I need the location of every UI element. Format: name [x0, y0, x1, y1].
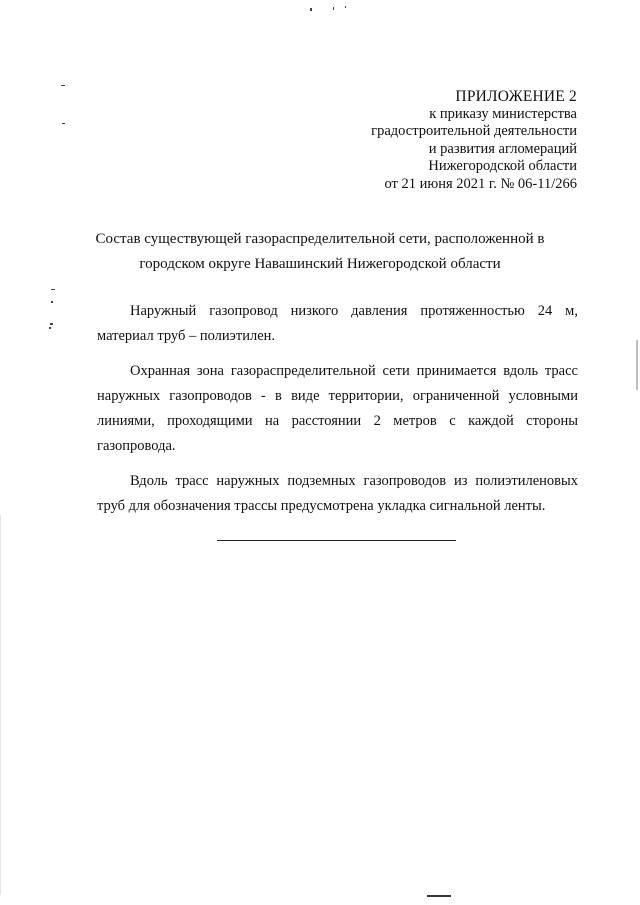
scan-speck	[333, 7, 334, 10]
scan-speck	[51, 301, 53, 303]
appendix-line: и развития агломераций	[428, 140, 577, 157]
scan-speck	[62, 123, 65, 124]
title-line: городском округе Навашинский Нижегородской области	[139, 256, 501, 272]
scan-speck	[310, 8, 312, 11]
appendix-line: к приказу министерства	[429, 105, 577, 122]
appendix-header	[371, 88, 577, 194]
document-body	[97, 299, 578, 519]
paragraph-signal-tape: Вдоль трасс наружных подземных газопроводов из полиэтиленовых труб для обозначения трассы предусмотрена укладка сигнальной ленты.	[97, 473, 578, 514]
scan-speck	[51, 289, 55, 290]
scan-speck	[49, 327, 51, 329]
closing-rule	[217, 540, 456, 541]
appendix-order-date: от 21 июня 2021 г. № 06-11/266	[384, 175, 577, 192]
scan-speck	[61, 85, 65, 86]
bottom-mark	[427, 895, 451, 897]
scan-speck	[50, 323, 53, 325]
paragraph-protection-zone: Охранная зона газораспределительной сети принимается вдоль трасс наружных газопроводов - в виде территории, ограниченной условными линиями, проходящими на расстоянии 2 метров с каждой стороны газопровода.	[97, 363, 578, 454]
scan-speck	[345, 6, 346, 8]
document-title	[0, 227, 640, 277]
title-line: Состав существующей газораспределительной сети, расположенной в	[95, 231, 545, 247]
appendix-line: градостроительной деятельности	[371, 123, 577, 140]
scan-edge-line	[0, 515, 1, 895]
appendix-line: Нижегородской области	[428, 158, 577, 175]
scan-edge-line	[636, 340, 638, 390]
appendix-heading: ПРИЛОЖЕНИЕ 2	[455, 88, 577, 105]
paragraph-pipeline: Наружный газопровод низкого давления протяженностью 24 м, материал труб – полиэтилен.	[97, 303, 578, 344]
